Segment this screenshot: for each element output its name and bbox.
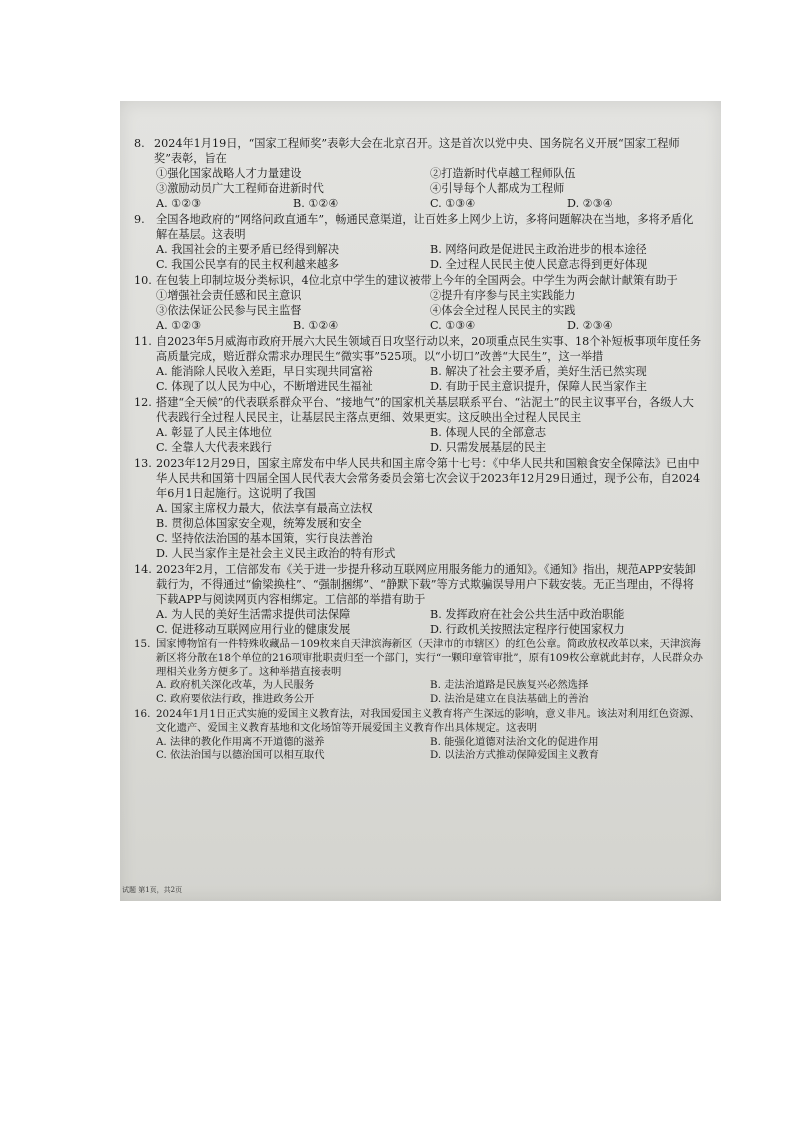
question-11 (134, 334, 704, 394)
option-row (156, 196, 704, 211)
question-16 (134, 708, 704, 763)
statement: ④体会全过程人民民主的实践 (430, 304, 576, 317)
exam-page-photo (120, 101, 721, 901)
option-row (156, 546, 704, 561)
option-row (156, 257, 704, 272)
option-b: B. 贯彻总体国家安全观，统筹发展和安全 (156, 517, 362, 530)
question-stem: 在包装上印制垃圾分类标识，4位北京中学生的建议被带上今年的全国两会。中学生为两会献计献策有助于 (156, 274, 678, 287)
question-15 (134, 638, 704, 707)
option-d: D. ②③④ (567, 197, 613, 210)
option-row (156, 242, 704, 257)
option-row (156, 607, 704, 622)
option-a: A. ①②③ (156, 319, 202, 332)
page-footer: 试题 第1页，共2页 (122, 886, 183, 894)
option-d: D. 只需发展基层的民主 (430, 441, 547, 454)
question-stem: 2024年1月19日，“国家工程师奖”表彰大会在北京召开。这是首次以党中央、国务院名义开展“国家工程师奖”表彰，旨在 (154, 137, 680, 165)
option-d: D. 以法治方式推动保障爱国主义教育 (430, 749, 599, 762)
question-number: 13. (134, 457, 152, 470)
option-d: D. 行政机关按照法定程序行使国家权力 (430, 623, 625, 636)
option-d: D. 人民当家作主是社会主义民主政治的特有形式 (156, 547, 396, 560)
option-b: B. ①②④ (293, 319, 339, 332)
option-row (156, 736, 704, 750)
option-d: D. ②③④ (567, 319, 613, 332)
statement: ①增强社会责任感和民主意识 (156, 289, 302, 302)
option-b: B. 能强化道德对法治文化的促进作用 (430, 735, 599, 748)
option-c: C. ①③④ (430, 197, 476, 210)
option-c: C. 坚持依法治国的基本国策，实行良法善治 (156, 532, 373, 545)
question-number: 11. (134, 335, 152, 348)
option-row (156, 364, 704, 379)
statement-row (156, 181, 704, 196)
question-stem: 国家博物馆有一件特殊收藏品－109枚来自天津滨海新区（天津市的市辖区）的红色公章。简政放权改革以来，天津滨海新区将分散在18个单位的216项审批职责归至一个部门，实行“一颗印章管审批”，原有109枚公章就此封存，人民群众办理相关业务方便多了。这种举措直接表明 (156, 638, 703, 678)
option-a: A. 彰显了人民主体地位 (156, 426, 272, 439)
option-row (156, 622, 704, 637)
option-c: C. 促进移动互联网应用行业的健康发展 (156, 623, 351, 636)
option-c: C. 体现了以人民为中心，不断增进民生福祉 (156, 380, 373, 393)
option-row (156, 379, 704, 394)
question-number: 12. (134, 396, 152, 409)
option-row (156, 425, 704, 440)
option-b: B. ①②④ (293, 197, 339, 210)
option-a: A. ①②③ (156, 197, 202, 210)
option-b: B. 走法治道路是民族复兴必然选择 (430, 679, 589, 692)
option-b: B. 网络问政是促进民主政治进步的根本途径 (430, 243, 647, 256)
statement: ④引导每个人都成为工程师 (430, 182, 565, 195)
question-number: 9. (134, 213, 145, 226)
option-d: D. 法治是建立在良法基础上的善治 (430, 693, 589, 706)
question-stem: 2023年12月29日，国家主席发布中华人民共和国主席令第十七号：《中华人民共和国粮食安全保障法》已由中华人民共和国第十四届全国人民代表大会常务委员会第七次会议于2023年12月29日通过，现予公布，自2024年6月1日起施行。这说明了我国 (156, 457, 701, 500)
option-c: C. ①③④ (430, 319, 476, 332)
statement: ③依法保证公民参与民主监督 (156, 304, 302, 317)
question-stem: 全国各地政府的“网络问政直通车”，畅通民意渠道，让百姓多上网少上访，多将问题解决在当地，多将矛盾化解在基层。这表明 (156, 213, 694, 241)
option-a: A. 政府机关深化改革，为人民服务 (156, 679, 315, 692)
question-9 (134, 212, 704, 272)
option-row (156, 749, 704, 763)
option-row (156, 679, 704, 693)
option-c: C. 全靠人大代表来践行 (156, 441, 272, 454)
option-c: C. 政府要依法行政，推进政务公开 (156, 693, 315, 706)
question-8 (134, 136, 704, 211)
statement: ②打造新时代卓越工程师队伍 (430, 167, 576, 180)
question-10 (134, 273, 704, 333)
question-number: 15. (134, 638, 151, 650)
option-row (156, 516, 704, 531)
question-14 (134, 562, 704, 637)
question-number: 10. (134, 274, 152, 287)
statement: ②提升有序参与民主实践能力 (430, 289, 576, 302)
question-list (134, 136, 704, 764)
option-row (156, 531, 704, 546)
option-a: A. 法律的教化作用离不开道德的滋养 (156, 735, 325, 748)
question-number: 14. (134, 563, 152, 576)
question-stem: 2023年2月，工信部发布《关于进一步提升移动互联网应用服务能力的通知》。《通知》指出，规范APP安装卸载行为，不得通过“偷梁换柱”、“强制捆绑”、“静默下载”等方式欺骗误导用户下载安装。无正当理由，不得将下载APP与阅读网页内容相绑定。工信部的举措有助于 (156, 563, 696, 606)
option-c: C. 依法治国与以德治国可以相互取代 (156, 749, 325, 762)
question-stem: 自2023年5月威海市政府开展六大民生领域百日攻坚行动以来，20项重点民生实事、18个补短板事项年度任务高质量完成，赔近群众需求办理民生“微实事”525项。以“小切口”改善“大民生”，这一举措 (156, 335, 702, 363)
statement-row (156, 166, 704, 181)
statement-row (156, 303, 704, 318)
statement: ①强化国家战略人才力量建设 (156, 167, 302, 180)
question-number: 8. (134, 137, 145, 150)
statement: ③激励动员广大工程师奋进新时代 (156, 182, 324, 195)
option-row (156, 501, 704, 516)
option-row (156, 693, 704, 707)
option-row (156, 318, 704, 333)
option-row (156, 440, 704, 455)
option-a: A. 为人民的美好生活需求提供司法保障 (156, 608, 351, 621)
question-number: 16. (134, 707, 151, 720)
option-a: A. 国家主席权力最大，依法享有最高立法权 (156, 502, 373, 515)
option-b: B. 解决了社会主要矛盾，美好生活已然实现 (430, 365, 647, 378)
question-stem: 搭建“全天候”的代表联系群众平台、“接地气”的国家机关基层联系平台、“沾泥土”的民主议事平台，各级人大代表践行全过程人民民主，让基层民主落点更细、效果更实。这反映出全过程人民民主 (156, 396, 694, 424)
option-c: C. 我国公民享有的民主权利越来越多 (156, 258, 340, 271)
option-d: D. 有助于民主意识提升，保障人民当家作主 (430, 380, 648, 393)
option-d: D. 全过程人民民主使人民意志得到更好体现 (430, 258, 648, 271)
question-stem: 2024年1月1日正式实施的爱国主义教育法，对我国爱国主义教育将产生深远的影响，意义非凡。该法对利用红色资源、文化遗产、爱国主义教育基地和文化场馆等开展爱国主义教育作出具体规定。这表明 (156, 707, 700, 734)
option-b: B. 体现人民的全部意志 (430, 426, 547, 439)
option-a: A. 能消除人民收入差距，早日实现共同富裕 (156, 365, 373, 378)
statement-row (156, 288, 704, 303)
question-12 (134, 395, 704, 455)
option-b: B. 发挥政府在社会公共生活中政治职能 (430, 608, 625, 621)
option-a: A. 我国社会的主要矛盾已经得到解决 (156, 243, 340, 256)
question-13 (134, 456, 704, 561)
